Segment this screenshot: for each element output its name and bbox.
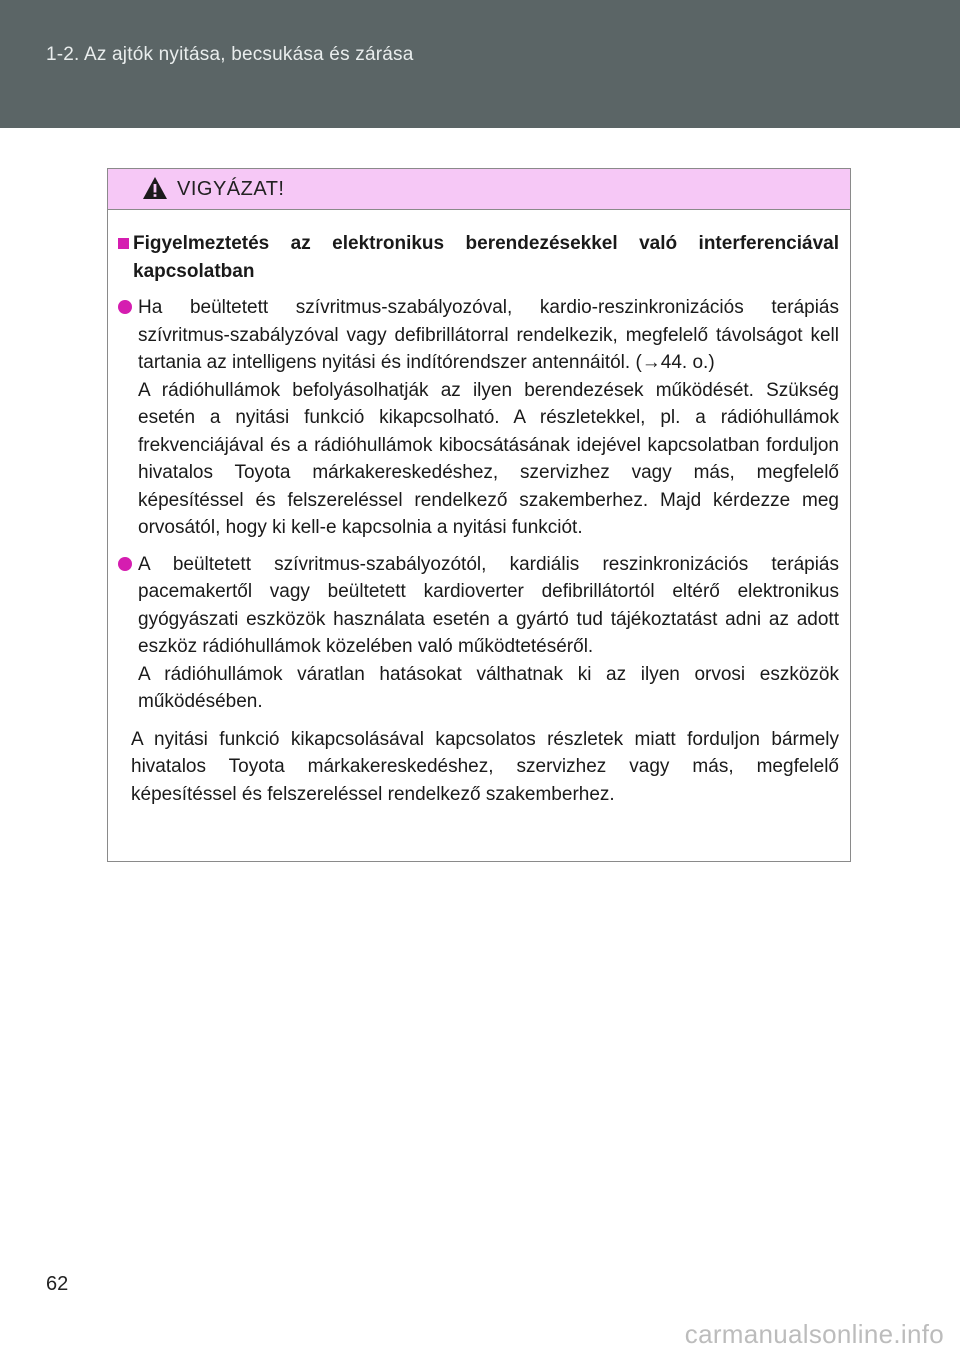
warning-box [107,168,851,862]
bullet-content [138,551,839,716]
circle-bullet-icon [118,557,132,571]
closing-paragraph: A nyitási funkció kikapcsolásával kapcsolatos részletek miatt forduljon bármely hivatalos Toyota márkakereskedéshez, szervizhez vagy más, megfelelő képesítéssel és felszereléssel rendelkező szakemberhez. [131,728,839,805]
circle-bullet-icon [118,300,132,314]
warning-body [108,210,850,808]
warning-title: VIGYÁZAT! [177,177,285,200]
bullet-item [118,294,839,542]
watermark: carmanualsonline.info [684,1319,944,1349]
heading-text: Figyelmeztetés az elektronikus berendezésekkel való interferenciával kapcsolatban [133,233,839,282]
warning-header [108,169,850,210]
square-bullet-icon [118,238,129,249]
bullet-content [138,294,839,542]
section-heading [118,230,839,285]
section-title: 1-2. Az ajtók nyitása, becsukása és zárása [46,44,414,65]
warning-triangle-icon [142,176,168,200]
bullet-paragraph: A rádióhullámok befolyásolhatják az ilyen berendezések működését. Szükség esetén a nyitási funkció kikapcsolható. A részletekkel, pl. a rádióhullámok frekvenciájával és a rádióhullámok kibocsátásának idejével kapcsolatban forduljon hivatalos Toyota márkakereskedéshez, szervizhez vagy más, megfelelő képesítéssel és felszereléssel rendelkező szakemberhez. Majd kérdezze meg orvosától, hogy ki kell-e kapcsolnia a nyitási funkciót. [138,379,839,538]
page-header [0,0,960,128]
bullet-item [118,551,839,716]
page-number: 62 [46,1273,69,1295]
bullet-paragraph: A beültetett szívritmus-szabályozótól, kardiális reszinkronizációs terápiás pacemakertől vagy beültetett kardioverter defibrillátortól eltérő elektronikus gyógyászati eszközök használata esetén a gyártó tud tájékoztatást adni az adott eszköz rádióhullámok közelében való működtetéséről. [138,553,839,657]
bullet-paragraph: A rádióhullámok váratlan hatásokat válthatnak ki az ilyen orvosi eszközök működésében. [138,663,839,712]
bullet-paragraph: Ha beültetett szívritmus-szabályozóval, kardio-reszinkronizációs terápiás szívritmus-szabályzóval vagy defibrillátorral rendelkezik, megfelelő távolságot kell tartania az intelligens nyitási és indítórendszer antennáitól. (→44. o.) [138,297,839,373]
